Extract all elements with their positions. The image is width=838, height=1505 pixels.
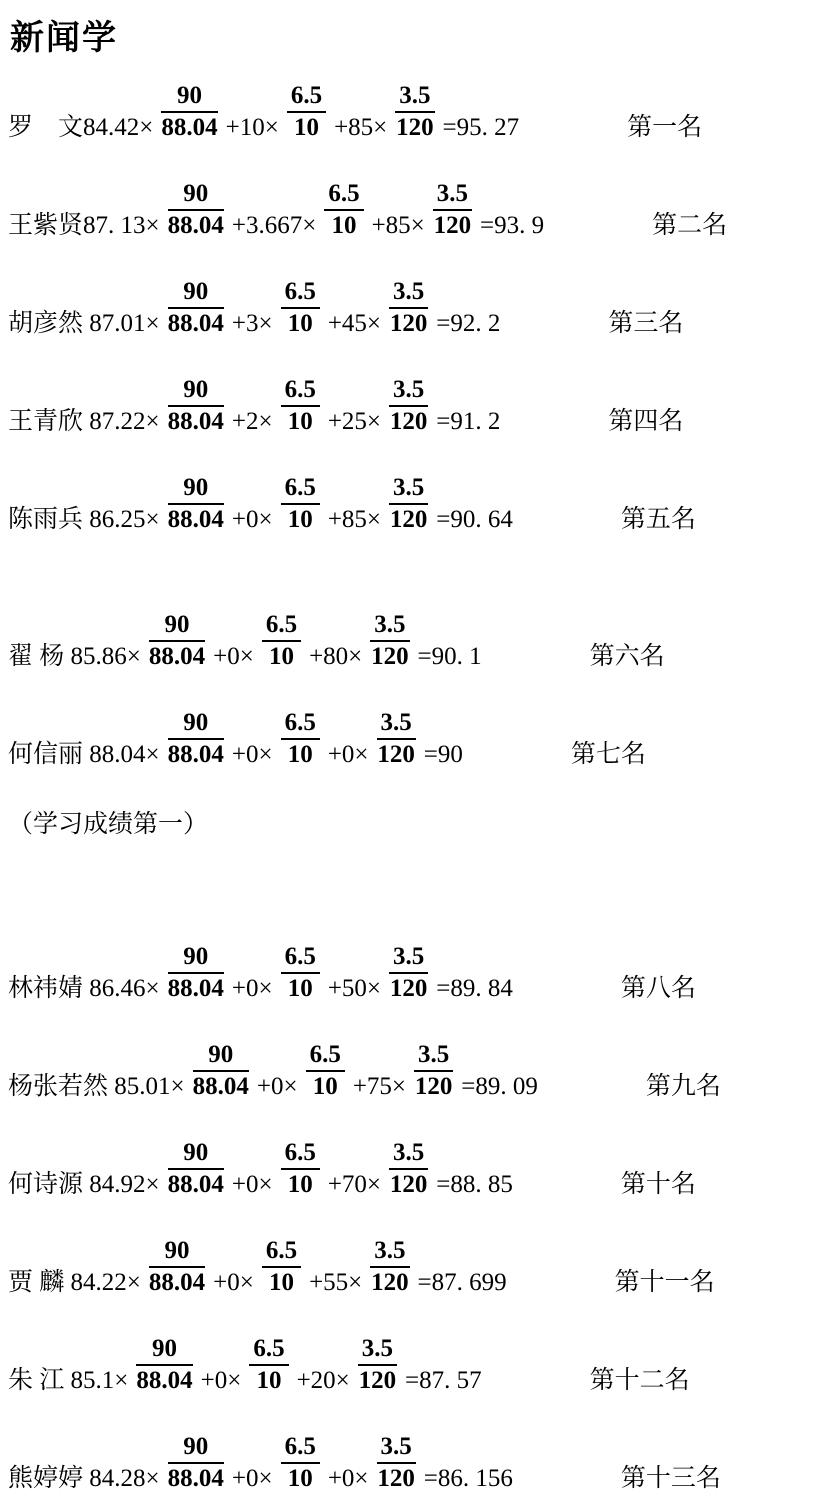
fraction-denominator: 88.04 [148, 1269, 206, 1296]
fraction-denominator: 10 [287, 975, 313, 1002]
rank-label: 第四名 [608, 408, 684, 435]
student-row [8, 278, 683, 339]
fraction-numerator: 3.5 [389, 943, 428, 974]
fraction-activity [377, 709, 416, 769]
base-score-expression: 84.28× [83, 1465, 160, 1492]
fraction-denominator: 120 [358, 1367, 397, 1394]
base-score-expression: 85.01× [108, 1073, 185, 1100]
fraction-numerator: 3.5 [414, 1041, 453, 1072]
fraction-numerator: 90 [168, 278, 224, 309]
fraction-numerator: 6.5 [281, 1139, 320, 1170]
student-name: 林祎婧 [8, 975, 84, 1002]
fraction-activity [414, 1041, 453, 1101]
fraction-denominator: 88.04 [167, 741, 224, 768]
result-value: =87. 57 [405, 1367, 482, 1394]
fraction-activity [389, 278, 428, 338]
fraction-denominator: 10 [287, 1465, 313, 1492]
fraction-numerator: 90 [168, 943, 224, 974]
fraction-activity [389, 474, 428, 534]
student-name: 熊婷婷 [8, 1465, 84, 1492]
result-value: =87. 699 [417, 1269, 507, 1296]
fraction-denominator: 10 [256, 1367, 282, 1394]
fraction-bonus [287, 82, 326, 142]
rank-label: 第十名 [620, 1171, 696, 1198]
fraction-bonus [262, 1237, 301, 1297]
fraction-numerator: 3.5 [395, 82, 434, 113]
fraction-numerator: 90 [168, 1139, 224, 1170]
term-2-expression: +3× [231, 310, 273, 337]
fraction-denominator: 10 [287, 741, 313, 768]
result-value: =90. 64 [436, 506, 513, 533]
fraction-academic [168, 474, 224, 534]
term-2-expression: +0× [213, 643, 254, 670]
fraction-denominator: 120 [414, 1073, 453, 1100]
term-2-expression: +0× [231, 1171, 273, 1198]
fraction-academic [168, 1139, 224, 1199]
term-2-expression: +0× [231, 975, 273, 1002]
fraction-bonus [262, 611, 301, 671]
fraction-bonus [249, 1335, 288, 1395]
base-score-expression: 84.22× [64, 1269, 141, 1296]
base-score-expression: 84.92× [83, 1171, 160, 1198]
student-name: 翟 杨 [8, 643, 65, 670]
fraction-numerator: 90 [136, 1335, 192, 1366]
fraction-bonus [281, 278, 320, 338]
fraction-numerator: 90 [149, 1237, 205, 1268]
term-3-expression: +25× [327, 408, 382, 435]
fraction-bonus [281, 1433, 320, 1493]
fraction-activity [358, 1335, 397, 1395]
fraction-bonus [306, 1041, 345, 1101]
fraction-denominator: 88.04 [136, 1367, 193, 1394]
fraction-numerator: 90 [168, 180, 224, 211]
result-value: =92. 2 [436, 310, 501, 337]
student-name: 王紫贤 [8, 212, 84, 239]
term-2-expression: +2× [231, 408, 273, 435]
term-3-expression: +70× [327, 1171, 382, 1198]
fraction-numerator: 6.5 [281, 709, 320, 740]
fraction-numerator: 3.5 [370, 1237, 409, 1268]
result-value: =91. 2 [436, 408, 501, 435]
fraction-numerator: 6.5 [281, 943, 320, 974]
fraction-academic [168, 1433, 224, 1493]
term-3-expression: +0× [327, 741, 369, 768]
rank-label: 第二名 [652, 212, 728, 239]
fraction-denominator: 10 [268, 643, 294, 670]
rank-label: 第六名 [589, 643, 665, 670]
fraction-numerator: 6.5 [281, 376, 320, 407]
fraction-numerator: 6.5 [281, 1433, 320, 1464]
student-row [8, 1433, 721, 1494]
fraction-academic [168, 278, 224, 338]
fraction-academic [168, 709, 224, 769]
rank-label: 第三名 [608, 310, 684, 337]
base-score-expression: 84.42× [83, 114, 154, 141]
fraction-numerator: 6.5 [281, 474, 320, 505]
fraction-bonus [281, 474, 320, 534]
fraction-denominator: 10 [331, 212, 357, 239]
fraction-bonus [281, 376, 320, 436]
result-value: =90. 1 [417, 643, 482, 670]
rank-label: 第七名 [570, 741, 646, 768]
fraction-denominator: 120 [371, 643, 409, 670]
fraction-academic [136, 1335, 192, 1395]
fraction-numerator: 90 [168, 474, 224, 505]
fraction-denominator: 120 [377, 1465, 415, 1492]
term-2-expression: +0× [200, 1367, 242, 1394]
fraction-denominator: 120 [389, 975, 428, 1002]
fraction-academic [149, 1237, 205, 1297]
fraction-bonus [324, 180, 363, 240]
base-score-expression: 88.04× [83, 741, 160, 768]
term-2-expression: +0× [231, 741, 273, 768]
term-2-expression: +0× [231, 1465, 273, 1492]
fraction-denominator: 120 [389, 506, 428, 533]
rank-label: 第十三名 [620, 1465, 721, 1492]
fraction-denominator: 10 [287, 408, 313, 435]
fraction-numerator: 3.5 [389, 474, 428, 505]
fraction-denominator: 120 [433, 212, 472, 239]
term-2-expression: +0× [231, 506, 273, 533]
term-3-expression: +45× [327, 310, 382, 337]
rank-label: 第八名 [620, 975, 696, 1002]
fraction-numerator: 3.5 [370, 611, 409, 642]
term-3-expression: +85× [327, 506, 382, 533]
student-row [8, 474, 696, 535]
fraction-denominator: 88.04 [167, 212, 224, 239]
student-row [8, 376, 683, 437]
fraction-bonus [281, 1139, 320, 1199]
student-name: 何信丽 [8, 741, 84, 768]
fraction-academic [168, 943, 224, 1003]
student-name: 胡彦然 [8, 310, 84, 337]
result-value: =86. 156 [423, 1465, 513, 1492]
fraction-activity [433, 180, 472, 240]
result-value: =90 [423, 741, 463, 768]
term-2-expression: +0× [213, 1269, 254, 1296]
fraction-denominator: 88.04 [167, 408, 224, 435]
fraction-numerator: 3.5 [389, 376, 428, 407]
student-row [8, 180, 727, 241]
fraction-academic [193, 1041, 249, 1101]
term-3-expression: +80× [309, 643, 363, 670]
fraction-denominator: 88.04 [161, 114, 218, 141]
fraction-numerator: 6.5 [262, 1237, 301, 1268]
fraction-numerator: 3.5 [389, 278, 428, 309]
fraction-activity [370, 1237, 409, 1297]
student-row [8, 1335, 690, 1396]
fraction-numerator: 3.5 [389, 1139, 428, 1170]
fraction-denominator: 88.04 [167, 1465, 224, 1492]
fraction-activity [389, 376, 428, 436]
base-score-expression: 87. 13× [83, 212, 160, 239]
student-name: 何诗源 [8, 1171, 84, 1198]
fraction-activity [389, 943, 428, 1003]
fraction-academic [161, 82, 217, 142]
rank-label: 第十二名 [589, 1367, 690, 1394]
rank-label: 第一名 [627, 114, 703, 141]
fraction-activity [395, 82, 434, 142]
fraction-numerator: 90 [161, 82, 217, 113]
fraction-academic [168, 180, 224, 240]
footnote: （学习成绩第一） [8, 811, 209, 838]
fraction-activity [370, 611, 409, 671]
fraction-denominator: 120 [389, 310, 428, 337]
fraction-denominator: 10 [268, 1269, 294, 1296]
fraction-denominator: 88.04 [167, 310, 224, 337]
base-score-expression: 87.01× [83, 310, 160, 337]
result-value: =89. 09 [461, 1073, 538, 1100]
fraction-numerator: 90 [168, 709, 224, 740]
fraction-denominator: 10 [312, 1073, 338, 1100]
fraction-denominator: 120 [389, 408, 428, 435]
fraction-numerator: 3.5 [433, 180, 472, 211]
rank-label: 第十一名 [614, 1269, 715, 1296]
fraction-numerator: 6.5 [287, 82, 326, 113]
rank-label: 第五名 [620, 506, 696, 533]
fraction-denominator: 88.04 [167, 506, 224, 533]
student-name: 杨张若然 [8, 1073, 109, 1100]
term-3-expression: +55× [309, 1269, 363, 1296]
base-score-expression: 86.25× [83, 506, 160, 533]
fraction-academic [168, 376, 224, 436]
result-value: =88. 85 [436, 1171, 513, 1198]
fraction-denominator: 88.04 [192, 1073, 249, 1100]
fraction-numerator: 90 [168, 1433, 224, 1464]
term-2-expression: +10× [225, 114, 279, 141]
fraction-numerator: 90 [193, 1041, 249, 1072]
fraction-numerator: 6.5 [249, 1335, 288, 1366]
result-value: =89. 84 [436, 975, 513, 1002]
student-row [8, 611, 665, 672]
base-score-expression: 85.86× [64, 643, 141, 670]
result-value: =95. 27 [442, 114, 520, 141]
term-3-expression: +20× [296, 1367, 350, 1394]
result-value: =93. 9 [480, 212, 545, 239]
fraction-numerator: 6.5 [306, 1041, 345, 1072]
base-score-expression: 85.1× [64, 1367, 129, 1394]
fraction-numerator: 90 [149, 611, 205, 642]
student-name: 陈雨兵 [8, 506, 84, 533]
student-name: 朱 江 [8, 1367, 65, 1394]
term-3-expression: +50× [327, 975, 382, 1002]
student-row [8, 943, 696, 1004]
fraction-denominator: 120 [396, 114, 434, 141]
fraction-numerator: 3.5 [377, 1433, 416, 1464]
base-score-expression: 87.22× [83, 408, 160, 435]
fraction-numerator: 6.5 [324, 180, 363, 211]
term-2-expression: +0× [256, 1073, 298, 1100]
fraction-denominator: 10 [287, 1171, 313, 1198]
fraction-denominator: 120 [377, 741, 415, 768]
fraction-academic [149, 611, 205, 671]
student-row [8, 1139, 696, 1200]
base-score-expression: 86.46× [83, 975, 160, 1002]
fraction-denominator: 10 [293, 114, 319, 141]
fraction-numerator: 6.5 [262, 611, 301, 642]
page-title: 新闻学 [10, 18, 118, 58]
term-3-expression: +85× [371, 212, 425, 239]
fraction-denominator: 10 [287, 506, 313, 533]
fraction-bonus [281, 943, 320, 1003]
fraction-activity [389, 1139, 428, 1199]
student-name: 王青欣 [8, 408, 84, 435]
student-row [8, 82, 702, 143]
term-3-expression: +0× [327, 1465, 369, 1492]
student-name: 贾 麟 [8, 1269, 65, 1296]
fraction-denominator: 88.04 [167, 975, 224, 1002]
fraction-activity [377, 1433, 416, 1493]
fraction-denominator: 10 [287, 310, 313, 337]
fraction-denominator: 120 [371, 1269, 409, 1296]
student-row [8, 1041, 721, 1102]
student-name: 罗 文 [8, 114, 84, 141]
fraction-numerator: 6.5 [281, 278, 320, 309]
rank-label: 第九名 [645, 1073, 721, 1100]
fraction-denominator: 88.04 [148, 643, 206, 670]
student-row [8, 709, 646, 770]
fraction-numerator: 3.5 [358, 1335, 397, 1366]
fraction-denominator: 120 [389, 1171, 428, 1198]
term-3-expression: +75× [352, 1073, 407, 1100]
fraction-denominator: 88.04 [167, 1171, 224, 1198]
term-2-expression: +3.667× [231, 212, 317, 239]
fraction-numerator: 90 [168, 376, 224, 407]
fraction-numerator: 3.5 [377, 709, 416, 740]
fraction-bonus [281, 709, 320, 769]
student-row [8, 1237, 715, 1298]
term-3-expression: +85× [334, 114, 388, 141]
